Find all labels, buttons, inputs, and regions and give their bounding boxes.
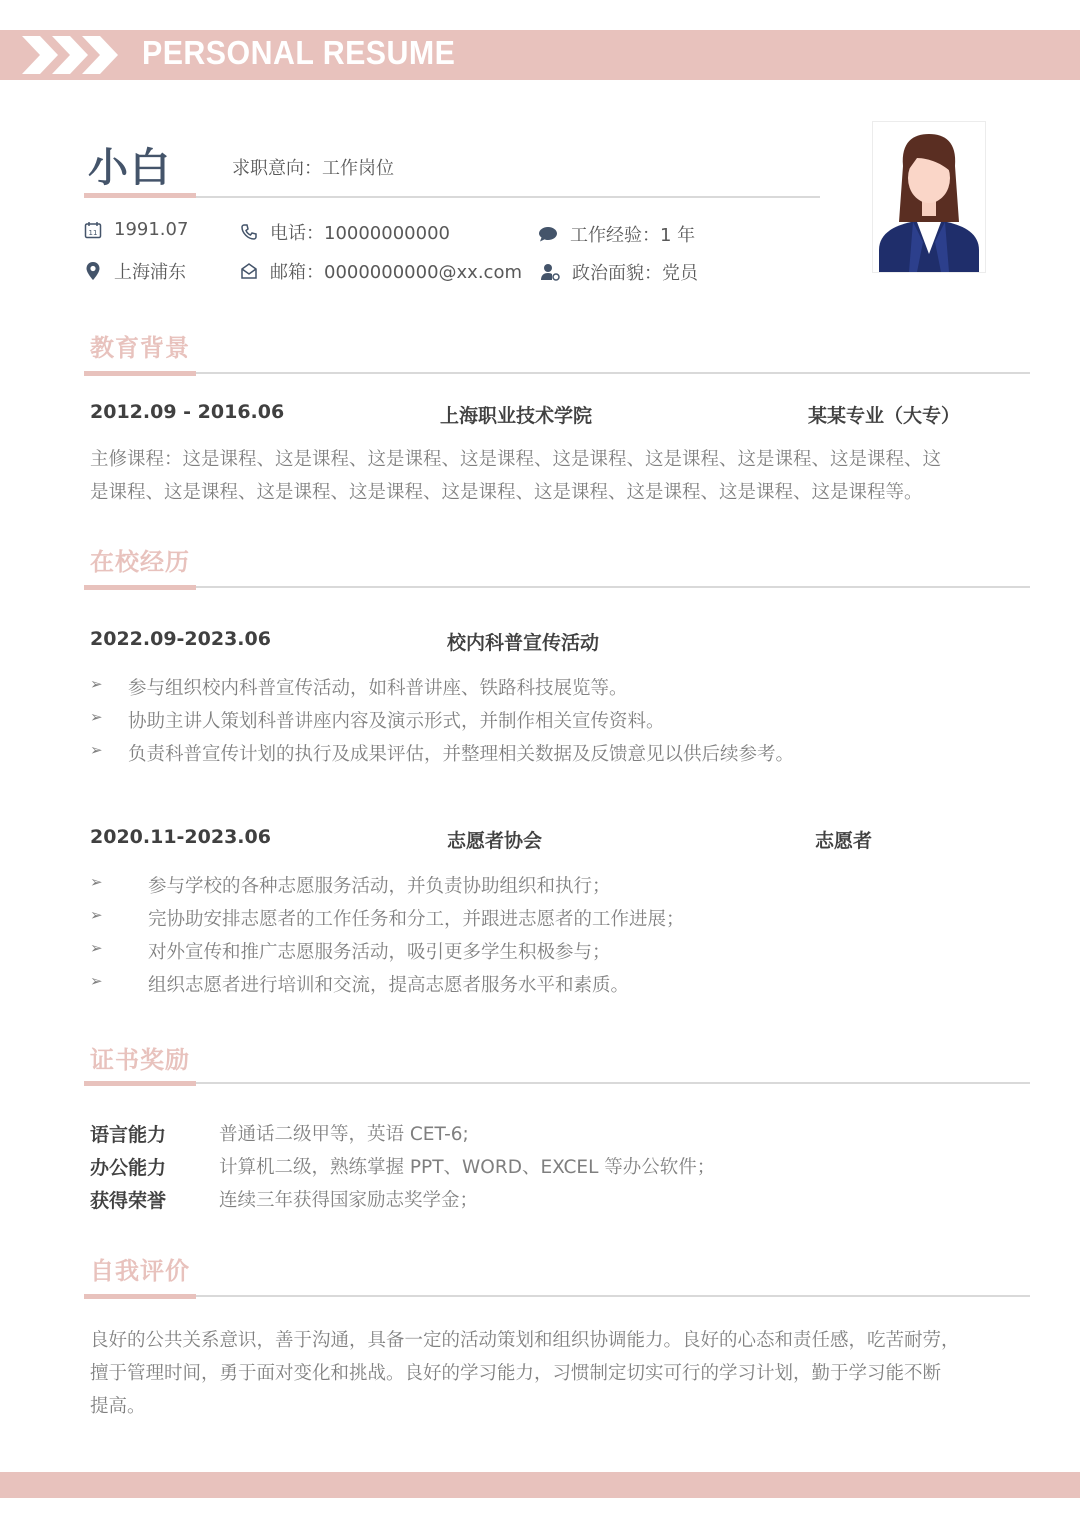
self-text-1: 良好的公共关系意识，善于沟通，具备一定的活动策划和组织协调能力。良好的心态和责任感，吃苦耐劳，: [90, 1330, 960, 1351]
award-label-language: 语言能力: [90, 1124, 167, 1146]
bullet-text: 组织志愿者进行培训和交流，提高志愿者服务水平和素质。: [148, 975, 630, 996]
arrow-bullet-icon: ➢: [90, 741, 103, 759]
chat-bubble-icon: [538, 225, 558, 243]
self-title: 自我评价: [90, 1257, 190, 1285]
education-courses-1: 主修课程：这是课程、这是课程、这是课程、这是课程、这是课程、这是课程、这是课程、这是课程、这: [90, 449, 942, 470]
arrow-bullet-icon: ➢: [90, 939, 103, 957]
bullet-text: 协助主讲人策划科普讲座内容及演示形式，并制作相关宣传资料。: [128, 711, 665, 732]
award-label-office: 办公能力: [90, 1157, 167, 1179]
list-item: [90, 872, 611, 897]
award-value-language: 普通话二级甲等，英语 CET-6;: [219, 1124, 469, 1145]
job-intent: 求职意向：工作岗位: [232, 158, 394, 179]
chevrons-icon: [22, 36, 126, 74]
campus-entry-2-role: 志愿者: [815, 830, 873, 852]
campus-entry-1-period: 2022.09-2023.06: [90, 628, 271, 650]
phone-icon: [240, 223, 258, 241]
campus-title: 在校经历: [90, 548, 190, 576]
calendar-icon: [84, 221, 102, 239]
location-text: 上海浦东: [114, 262, 186, 283]
list-item: [90, 740, 795, 765]
location-pin-icon: [84, 261, 102, 281]
campus-rule: [84, 586, 1030, 588]
phone-info: [240, 219, 450, 245]
politics-info: [540, 259, 698, 285]
header-title: PERSONAL RESUME: [142, 34, 456, 71]
awards-rule: [84, 1082, 1030, 1084]
list-item: [90, 707, 665, 732]
experience-info: [538, 221, 695, 247]
politics-text: 政治面貌：党员: [572, 263, 698, 284]
email-text: 邮箱：0000000000@xx.com: [270, 262, 522, 283]
arrow-bullet-icon: ➢: [90, 906, 103, 924]
arrow-bullet-icon: ➢: [90, 675, 103, 693]
name-underline: [84, 193, 196, 198]
education-school: 上海职业技术学院: [440, 405, 593, 427]
candidate-name: 小白: [88, 145, 172, 191]
bullet-text: 完协助安排志愿者的工作任务和分工，并跟进志愿者的工作进展；: [148, 909, 685, 930]
education-rule: [84, 372, 1030, 374]
phone-text: 电话：10000000000: [270, 223, 450, 244]
self-underline: [84, 1294, 196, 1299]
education-underline: [84, 371, 196, 376]
award-label-honor: 获得荣誉: [90, 1190, 167, 1212]
person-badge-icon: [540, 263, 560, 281]
email-info: [240, 258, 522, 284]
awards-underline: [84, 1081, 196, 1086]
profile-photo: [872, 121, 986, 273]
svg-text:11: 11: [88, 228, 98, 237]
education-courses-2: 是课程、这是课程、这是课程、这是课程、这是课程、这是课程、这是课程、这是课程、这是课程等。: [90, 482, 923, 503]
bullet-text: 参与学校的各种志愿服务活动，并负责协助组织和执行；: [148, 876, 611, 897]
campus-underline: [84, 585, 196, 590]
bullet-text: 参与组织校内科普宣传活动，如科普讲座、铁路科技展览等。: [128, 678, 628, 699]
arrow-bullet-icon: ➢: [90, 708, 103, 726]
bullet-text: 负责科普宣传计划的执行及成果评估，并整理相关数据及反馈意见以供后续参考。: [128, 744, 795, 765]
self-rule: [84, 1295, 1030, 1297]
birth-info: [84, 219, 188, 240]
birth-text: 1991.07: [114, 219, 189, 240]
education-major: 某某专业（大专）: [808, 405, 961, 427]
experience-text: 工作经验：1 年: [570, 225, 696, 246]
self-text-2: 擅于管理时间，勇于面对变化和挑战。良好的学习能力，习惯制定切实可行的学习计划，勤于学习能不断: [90, 1363, 942, 1384]
campus-entry-2-org: 志愿者协会: [447, 830, 543, 852]
mail-icon: [240, 262, 258, 280]
campus-entry-1-org: 校内科普宣传活动: [447, 632, 600, 654]
award-value-honor: 连续三年获得国家励志奖学金；: [219, 1190, 479, 1211]
awards-title: 证书奖励: [90, 1046, 190, 1074]
avatar: [873, 122, 985, 272]
list-item: [90, 905, 685, 930]
footer-band: [0, 1472, 1080, 1498]
award-value-office: 计算机二级，熟练掌握 PPT、WORD、EXCEL 等办公软件；: [219, 1157, 716, 1178]
list-item: [90, 938, 611, 963]
education-title: 教育背景: [90, 334, 190, 362]
list-item: [90, 674, 628, 699]
education-period: 2012.09 - 2016.06: [90, 401, 285, 423]
campus-entry-2-period: 2020.11-2023.06: [90, 826, 271, 848]
arrow-bullet-icon: ➢: [90, 873, 103, 891]
self-text-3: 提高。: [90, 1396, 146, 1417]
location-info: [84, 258, 186, 284]
bullet-text: 对外宣传和推广志愿服务活动，吸引更多学生积极参与；: [148, 942, 611, 963]
list-item: [90, 971, 630, 996]
arrow-bullet-icon: ➢: [90, 972, 103, 990]
